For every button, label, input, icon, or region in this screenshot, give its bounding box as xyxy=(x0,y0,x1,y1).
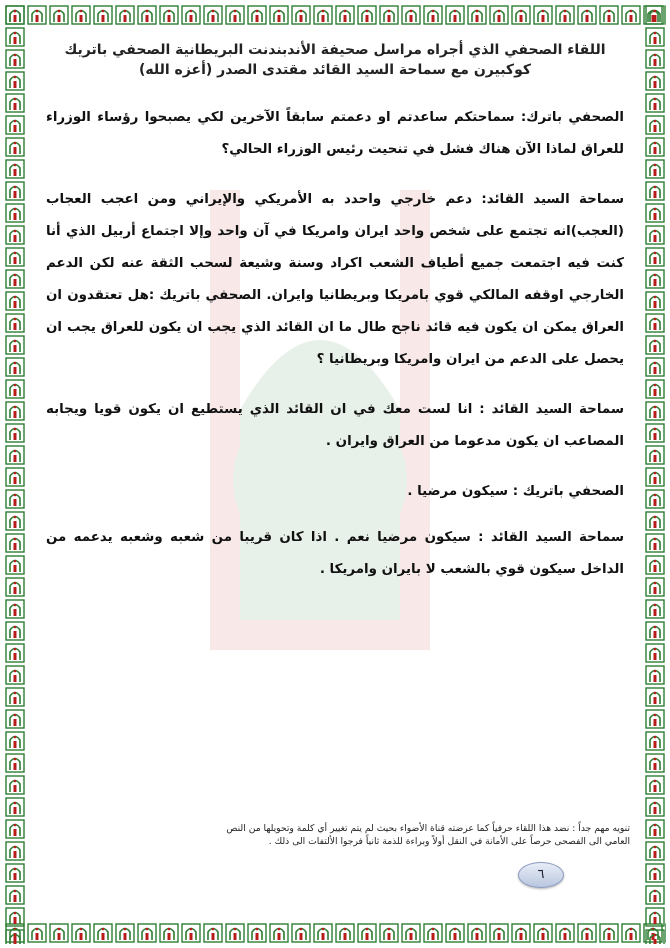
minaret-ornament-icon xyxy=(644,4,666,26)
minaret-ornament-icon xyxy=(644,576,666,598)
minaret-ornament-icon xyxy=(644,224,666,246)
page-number-badge: ٦ xyxy=(518,862,564,888)
minaret-ornament-icon xyxy=(644,708,666,730)
minaret-ornament-icon xyxy=(644,334,666,356)
minaret-ornament-icon xyxy=(4,796,26,818)
minaret-ornament-icon xyxy=(290,4,312,26)
minaret-ornament-icon xyxy=(644,290,666,312)
minaret-ornament-icon xyxy=(644,906,666,928)
minaret-ornament-icon xyxy=(4,532,26,554)
border-bottom xyxy=(4,922,666,944)
minaret-ornament-icon xyxy=(4,26,26,48)
minaret-ornament-icon xyxy=(136,922,158,944)
minaret-ornament-icon xyxy=(158,4,180,26)
minaret-ornament-icon xyxy=(4,378,26,400)
minaret-ornament-icon xyxy=(378,4,400,26)
minaret-ornament-icon xyxy=(644,840,666,862)
minaret-ornament-icon xyxy=(4,70,26,92)
minaret-ornament-icon xyxy=(4,224,26,246)
minaret-ornament-icon xyxy=(4,488,26,510)
minaret-ornament-icon xyxy=(644,92,666,114)
minaret-ornament-icon xyxy=(644,356,666,378)
document-title xyxy=(38,40,632,80)
minaret-ornament-icon xyxy=(4,400,26,422)
minaret-ornament-icon xyxy=(246,4,268,26)
minaret-ornament-icon xyxy=(48,922,70,944)
paragraph-answer-1: سماحة السيد القائد: دعم خارجي واحدد به الأمريكي والإيراني ومن اعجب العجاب (العجب)انه تجتمع على شخص واحد ايران وامريكا في آن واحد وإلا اجتماع أربيل الذي أنا كنت فيه اجتمعت جميع أطياف الشعب اكراد وسنة وشيعة لسحب الثقة عنه لكن الدعم الخارجي اوقفه المالكي قوي بامريكا وبريطانيا وايران. الصحفي باتريك :هل تعتقدون ان العراق يمكن ان يكون فيه قائد ناجح طال ما ان القائد الذي يجب ان يكون للعراق يجب ان يحصل على الدعم من ايران وامريكا وبريطانيا ؟ xyxy=(46,192,624,367)
minaret-ornament-icon xyxy=(48,4,70,26)
minaret-ornament-icon xyxy=(202,922,224,944)
minaret-ornament-icon xyxy=(488,4,510,26)
minaret-ornament-icon xyxy=(422,922,444,944)
minaret-ornament-icon xyxy=(4,92,26,114)
minaret-ornament-icon xyxy=(644,202,666,224)
minaret-ornament-icon xyxy=(4,268,26,290)
minaret-ornament-icon xyxy=(356,4,378,26)
minaret-ornament-icon xyxy=(644,114,666,136)
minaret-ornament-icon xyxy=(224,4,246,26)
paragraph-answer-3: سماحة السيد القائد : سيكون مرضيا نعم . اذا كان قريبا من شعبه وشعبه يدعمه من الداخل سيكون قوي بالشعب لا بايران وامريكا . xyxy=(46,530,624,577)
minaret-ornament-icon xyxy=(644,554,666,576)
minaret-ornament-icon xyxy=(644,400,666,422)
minaret-ornament-icon xyxy=(644,730,666,752)
minaret-ornament-icon xyxy=(4,158,26,180)
footnote-line-1: تنويه مهم جداً : نضد هذا اللقاء حرفياً كما عرضته قناة الأضواء بحيث لم يتم تغيير أي كلمة وتحويلها من النص xyxy=(226,823,630,834)
minaret-ornament-icon xyxy=(466,4,488,26)
minaret-ornament-icon xyxy=(644,136,666,158)
minaret-ornament-icon xyxy=(644,686,666,708)
minaret-ornament-icon xyxy=(554,4,576,26)
minaret-ornament-icon xyxy=(400,922,422,944)
minaret-ornament-icon xyxy=(4,642,26,664)
minaret-ornament-icon xyxy=(510,922,532,944)
minaret-ornament-icon xyxy=(26,4,48,26)
minaret-ornament-icon xyxy=(644,422,666,444)
minaret-ornament-icon xyxy=(510,4,532,26)
minaret-ornament-icon xyxy=(444,4,466,26)
minaret-ornament-icon xyxy=(644,26,666,48)
minaret-ornament-icon xyxy=(202,4,224,26)
minaret-ornament-icon xyxy=(4,180,26,202)
minaret-ornament-icon xyxy=(4,422,26,444)
border-right xyxy=(644,4,666,944)
minaret-ornament-icon xyxy=(114,4,136,26)
minaret-ornament-icon xyxy=(4,862,26,884)
minaret-ornament-icon xyxy=(620,922,642,944)
paragraph-question-1: الصحفي باترك: سماحتكم ساعدتم او دعمتم سابقاً الآخرين لكي يصبحوا رؤساء الوزراء للعراق لماذا الآن هناك فشل في تنحيت رئيس الوزراء الحالي؟ xyxy=(46,110,624,157)
minaret-ornament-icon xyxy=(644,752,666,774)
minaret-ornament-icon xyxy=(644,664,666,686)
minaret-ornament-icon xyxy=(4,576,26,598)
minaret-ornament-icon xyxy=(4,752,26,774)
paragraph-answer-2: سماحة السيد القائد : انا لست معك في ان القائد الذي يستطيع ان يكون قويا ويجابه المصاعب ان يكون مدعوما من العراق وايران . xyxy=(46,402,624,449)
minaret-ornament-icon xyxy=(644,774,666,796)
minaret-ornament-icon xyxy=(532,4,554,26)
minaret-ornament-icon xyxy=(644,862,666,884)
minaret-ornament-icon xyxy=(4,4,26,26)
minaret-ornament-icon xyxy=(4,774,26,796)
minaret-ornament-icon xyxy=(92,922,114,944)
minaret-ornament-icon xyxy=(644,642,666,664)
minaret-ornament-icon xyxy=(378,922,400,944)
minaret-ornament-icon xyxy=(312,922,334,944)
footnote xyxy=(40,822,630,848)
minaret-ornament-icon xyxy=(4,312,26,334)
minaret-ornament-icon xyxy=(644,312,666,334)
minaret-ornament-icon xyxy=(92,4,114,26)
minaret-ornament-icon xyxy=(4,686,26,708)
border-top xyxy=(4,4,666,26)
minaret-ornament-icon xyxy=(644,488,666,510)
footnote-line-2: العامي الى الفصحى حرصاً على الأمانة في النقل أولاً وبراءة للذمة ثانياً فرجوا الألتفات الى ذلك . xyxy=(268,836,630,847)
minaret-ornament-icon xyxy=(466,922,488,944)
minaret-ornament-icon xyxy=(4,114,26,136)
minaret-ornament-icon xyxy=(4,554,26,576)
minaret-ornament-icon xyxy=(644,180,666,202)
minaret-ornament-icon xyxy=(644,620,666,642)
minaret-ornament-icon xyxy=(532,922,554,944)
minaret-ornament-icon xyxy=(644,378,666,400)
minaret-ornament-icon xyxy=(644,70,666,92)
minaret-ornament-icon xyxy=(26,922,48,944)
minaret-ornament-icon xyxy=(4,840,26,862)
minaret-ornament-icon xyxy=(4,708,26,730)
minaret-ornament-icon xyxy=(644,884,666,906)
minaret-ornament-icon xyxy=(158,922,180,944)
minaret-ornament-icon xyxy=(620,4,642,26)
document-page xyxy=(38,34,632,914)
interview-body xyxy=(38,102,632,586)
minaret-ornament-icon xyxy=(576,922,598,944)
minaret-ornament-icon xyxy=(644,598,666,620)
title-line-1: اللقاء الصحفي الذي أجراه مراسل صحيفة الأندبندنت البريطانية الصحفي باتريك xyxy=(64,42,606,58)
minaret-ornament-icon xyxy=(644,268,666,290)
minaret-ornament-icon xyxy=(268,922,290,944)
minaret-ornament-icon xyxy=(644,532,666,554)
minaret-ornament-icon xyxy=(4,884,26,906)
minaret-ornament-icon xyxy=(4,202,26,224)
minaret-ornament-icon xyxy=(4,510,26,532)
minaret-ornament-icon xyxy=(4,246,26,268)
minaret-ornament-icon xyxy=(576,4,598,26)
minaret-ornament-icon xyxy=(4,136,26,158)
minaret-ornament-icon xyxy=(224,922,246,944)
minaret-ornament-icon xyxy=(4,356,26,378)
minaret-ornament-icon xyxy=(4,48,26,70)
border-left xyxy=(4,4,26,944)
minaret-ornament-icon xyxy=(554,922,576,944)
minaret-ornament-icon xyxy=(4,906,26,928)
minaret-ornament-icon xyxy=(4,620,26,642)
minaret-ornament-icon xyxy=(4,664,26,686)
minaret-ornament-icon xyxy=(4,466,26,488)
minaret-ornament-icon xyxy=(644,928,666,944)
paragraph-question-3: الصحفي باتريك : سيكون مرضيا . xyxy=(407,484,624,499)
minaret-ornament-icon xyxy=(644,466,666,488)
minaret-ornament-icon xyxy=(356,922,378,944)
minaret-ornament-icon xyxy=(444,922,466,944)
minaret-ornament-icon xyxy=(598,4,620,26)
minaret-ornament-icon xyxy=(334,4,356,26)
minaret-ornament-icon xyxy=(488,922,510,944)
minaret-ornament-icon xyxy=(4,730,26,752)
minaret-ornament-icon xyxy=(136,4,158,26)
minaret-ornament-icon xyxy=(644,818,666,840)
minaret-ornament-icon xyxy=(644,246,666,268)
title-line-2: كوكبيرن مع سماحة السيد القائد مقتدى الصدر (أعزه الله) xyxy=(139,62,531,78)
minaret-ornament-icon xyxy=(290,922,312,944)
minaret-ornament-icon xyxy=(644,158,666,180)
minaret-ornament-icon xyxy=(4,928,26,944)
minaret-ornament-icon xyxy=(400,4,422,26)
minaret-ornament-icon xyxy=(598,922,620,944)
minaret-ornament-icon xyxy=(70,922,92,944)
minaret-ornament-icon xyxy=(644,510,666,532)
minaret-ornament-icon xyxy=(4,598,26,620)
minaret-ornament-icon xyxy=(114,922,136,944)
minaret-ornament-icon xyxy=(312,4,334,26)
minaret-ornament-icon xyxy=(4,444,26,466)
minaret-ornament-icon xyxy=(246,922,268,944)
minaret-ornament-icon xyxy=(180,4,202,26)
minaret-ornament-icon xyxy=(422,4,444,26)
minaret-ornament-icon xyxy=(268,4,290,26)
minaret-ornament-icon xyxy=(4,818,26,840)
minaret-ornament-icon xyxy=(644,48,666,70)
minaret-ornament-icon xyxy=(70,4,92,26)
minaret-ornament-icon xyxy=(180,922,202,944)
minaret-ornament-icon xyxy=(644,796,666,818)
minaret-ornament-icon xyxy=(4,290,26,312)
minaret-ornament-icon xyxy=(334,922,356,944)
minaret-ornament-icon xyxy=(644,444,666,466)
minaret-ornament-icon xyxy=(4,334,26,356)
